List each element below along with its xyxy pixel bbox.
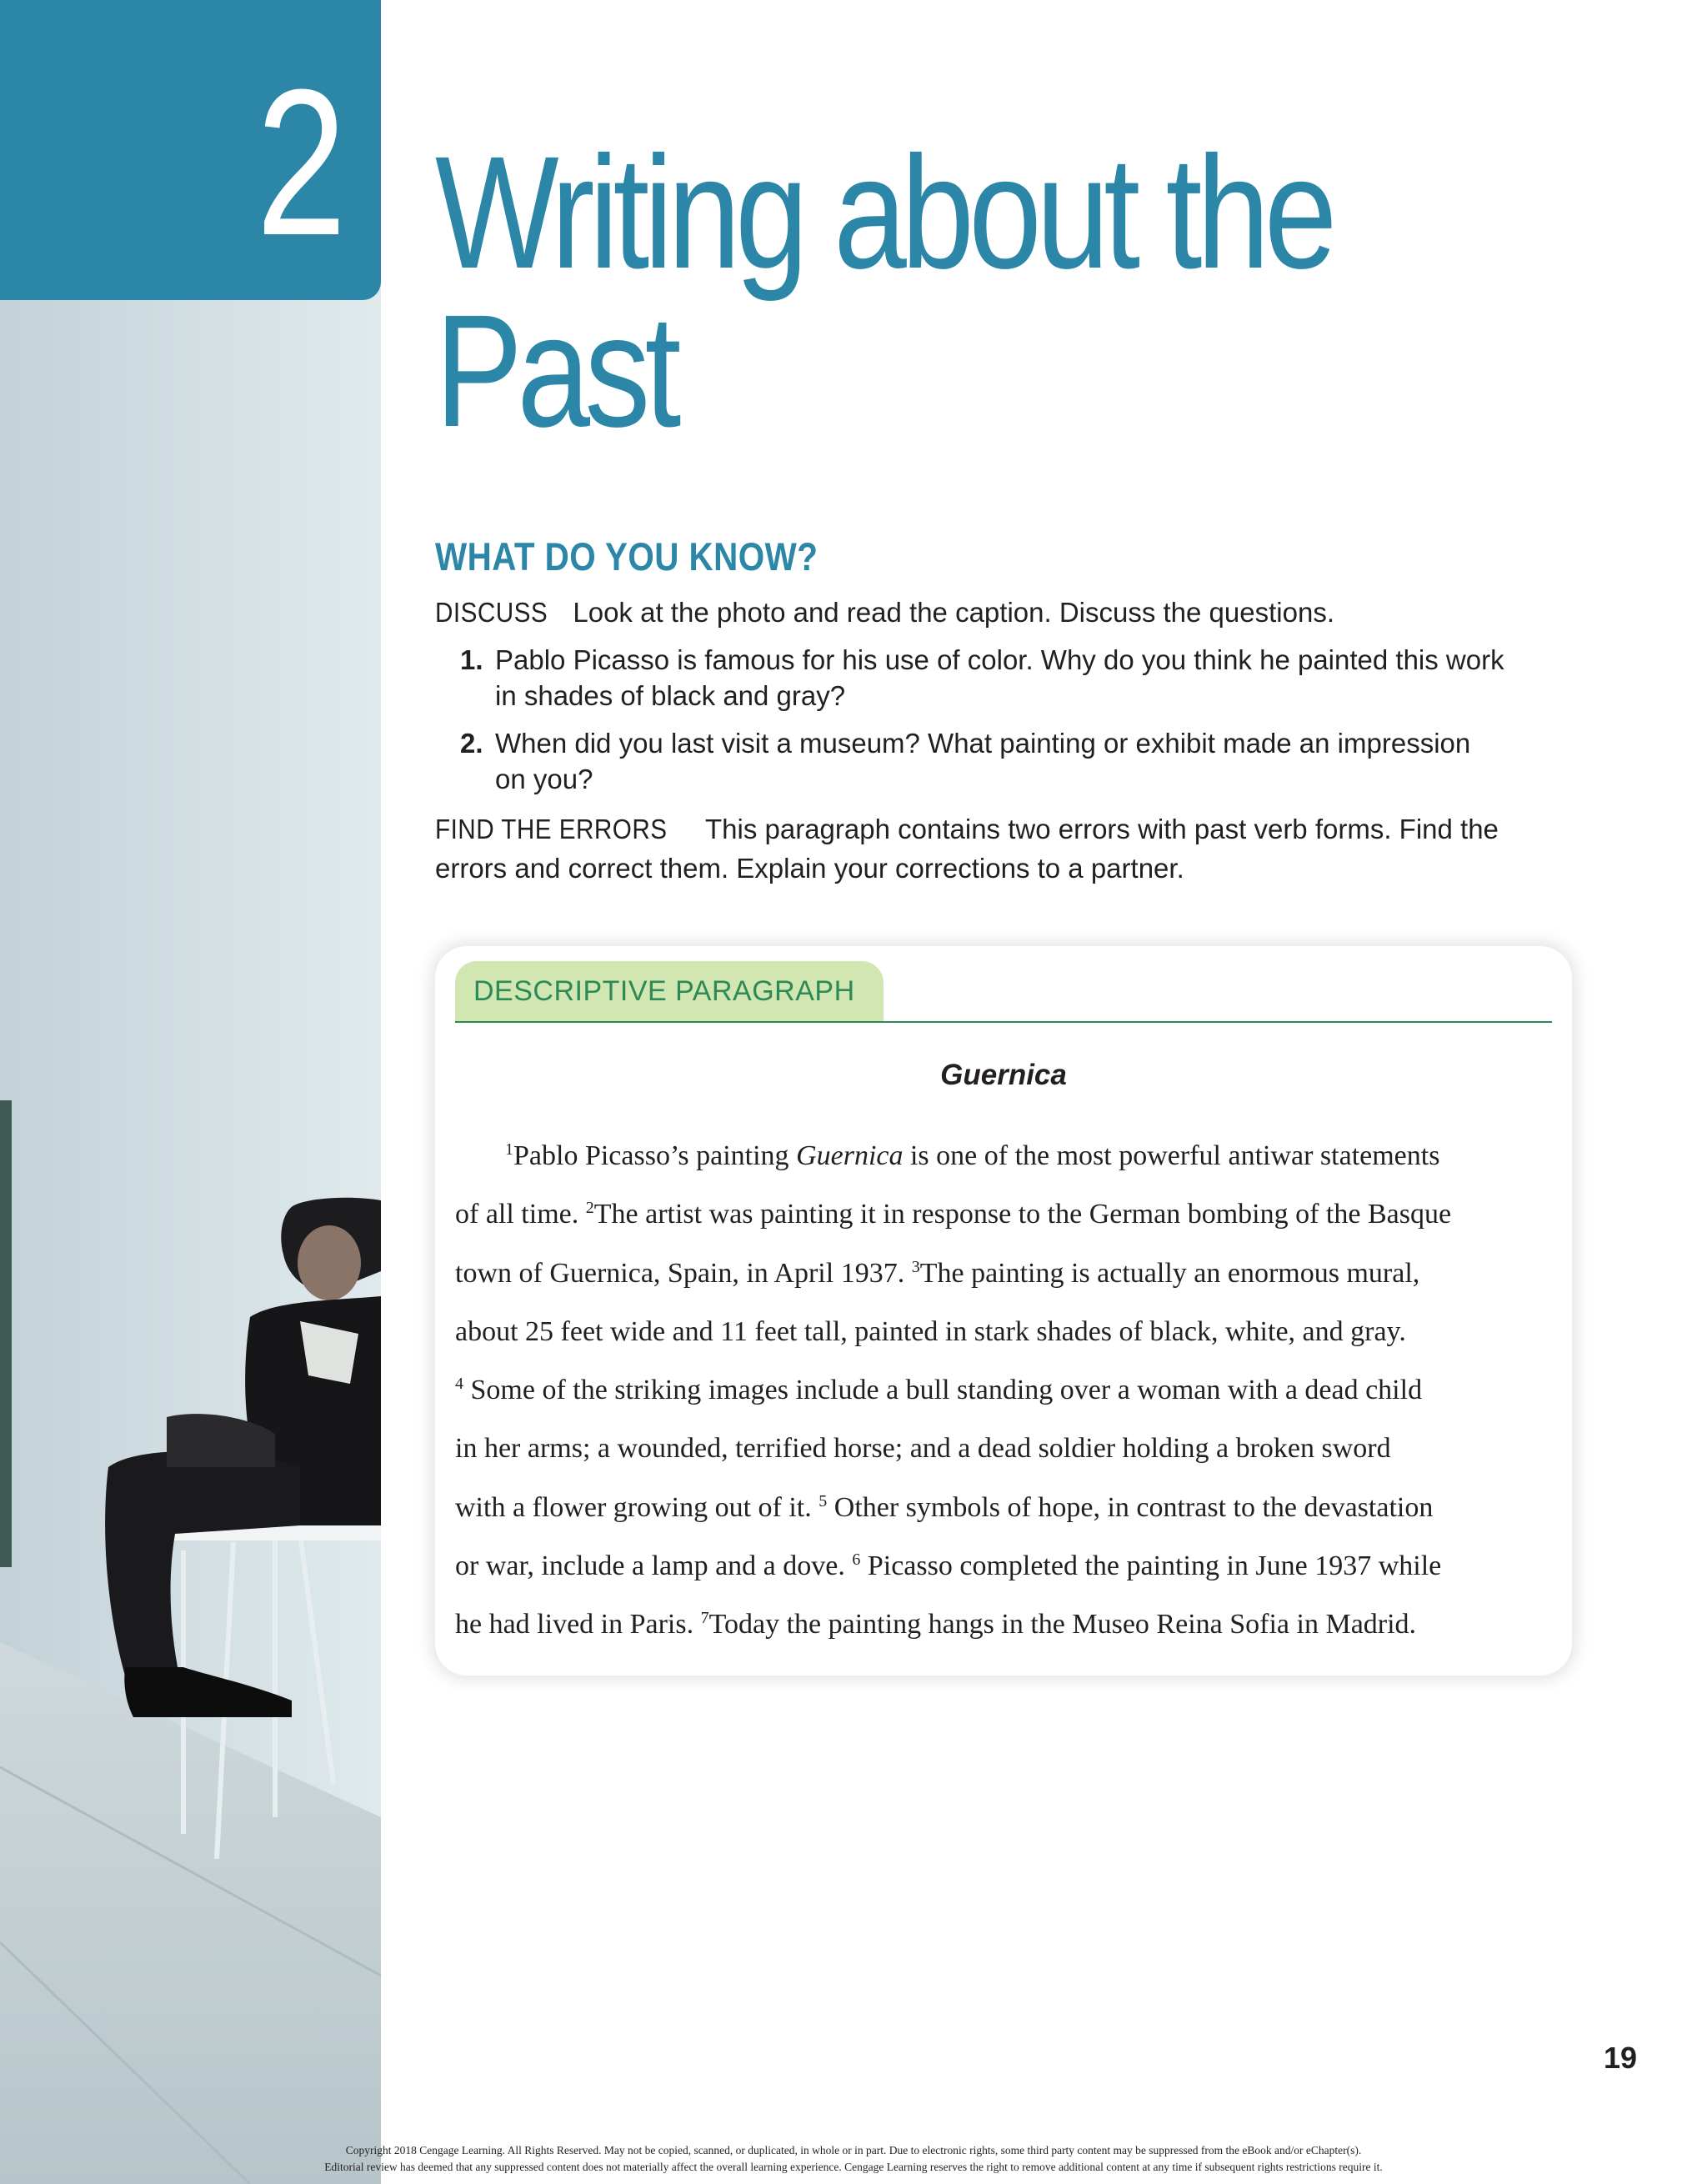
paragraph-line: $^4$ Some of the striking images include a bull standing over a woman with a dead child	[455, 1375, 1423, 1406]
question-number: 2.	[460, 728, 483, 759]
paragraph-line: in her arms; a wounded, terrified horse; and a dead soldier holding a broken sword	[455, 1433, 1391, 1465]
question-item	[460, 725, 1604, 797]
paragraph-line: he had lived in Paris. $^7$Today the painting hangs in the Museo Reina Sofia in Madrid.	[455, 1609, 1417, 1641]
chapter-title-line2: Past	[435, 281, 676, 460]
find-errors-text: errors and correct them. Explain your corrections to a partner.	[435, 853, 1184, 884]
chapter-tab	[0, 0, 381, 300]
chapter-title	[435, 123, 1392, 460]
question-text-line: Pablo Picasso is famous for his use of color. Why do you think he painted this work	[495, 644, 1504, 675]
sentence-number: 5	[818, 1491, 828, 1510]
museum-photo	[0, 0, 381, 2184]
copyright-line: Copyright 2018 Cengage Learning. All Rights Reserved. May not be copied, scanned, or duplicated, in whole or in part. Due to electronic rights, some third party content may be suppressed from the eBook and/or eChapter(s).	[345, 2144, 1362, 2156]
chapter-title-line1: Writing about the	[435, 123, 1332, 302]
sentence-number: 6	[852, 1550, 861, 1570]
paragraph-line: of all time. $^2$The artist was painting it in response to the German bombing of the Basque	[455, 1199, 1452, 1230]
paragraph-title: Guernica	[940, 1059, 1067, 1091]
divider	[455, 1021, 1552, 1023]
question-text-line: on you?	[495, 764, 593, 794]
paragraph-box	[435, 946, 1572, 1676]
paragraph-line: about 25 feet wide and 11 feet tall, painted in stark shades of black, white, and gray.	[455, 1315, 1406, 1347]
paragraph-line: or war, include a lamp and a dove. $^6$ Picasso completed the painting in June 1937 while	[455, 1550, 1442, 1582]
sentence-number: 2	[585, 1199, 594, 1218]
sentence-number: 1	[505, 1140, 513, 1159]
sentence-number: 3	[911, 1257, 920, 1276]
copyright-footer	[0, 2142, 1707, 2176]
section-heading: WHAT DO YOU KNOW?	[435, 534, 818, 579]
discuss-text: Look at the photo and read the caption. Discuss the questions.	[573, 597, 1334, 628]
question-text-line: in shades of black and gray?	[495, 680, 846, 711]
discuss-label: DISCUSS	[435, 597, 548, 628]
copyright-line: Editorial review has deemed that any suppressed content does not materially affect the overall learning experience. Cengage Learning reserves the right to remove additional content at any time if subsequent rights restrictions require it.	[324, 2161, 1383, 2173]
paragraph-line: with a flower growing out of it. $^5$ Other symbols of hope, in contrast to the devastation	[455, 1491, 1434, 1523]
question-text-line: When did you last visit a museum? What painting or exhibit made an impression	[495, 728, 1471, 759]
paragraph-line: $^1$Pablo Picasso’s painting Guernica is one of the most powerful antiwar statements	[505, 1140, 1440, 1171]
sentence-number: 7	[700, 1609, 709, 1628]
question-item	[460, 642, 1604, 714]
paragraph-line: town of Guernica, Spain, in April 1937. $^3$The painting is actually an enormous mural,	[455, 1257, 1420, 1289]
find-errors-label: FIND THE ERRORS	[435, 814, 668, 844]
paragraph-type-label: DESCRIPTIVE PARAGRAPH	[473, 975, 855, 1007]
page-number: 19	[1604, 2041, 1638, 2075]
paragraph-type-tab	[455, 961, 884, 1021]
discuss-instruction	[435, 593, 1585, 632]
paragraph-body	[455, 1127, 1552, 1655]
find-errors-text: This paragraph contains two errors with past verb forms. Find the	[705, 814, 1499, 844]
find-errors-instruction	[435, 809, 1585, 888]
chapter-number: 2	[256, 46, 343, 278]
sentence-number: 4	[455, 1375, 463, 1394]
question-number: 1.	[460, 644, 483, 675]
